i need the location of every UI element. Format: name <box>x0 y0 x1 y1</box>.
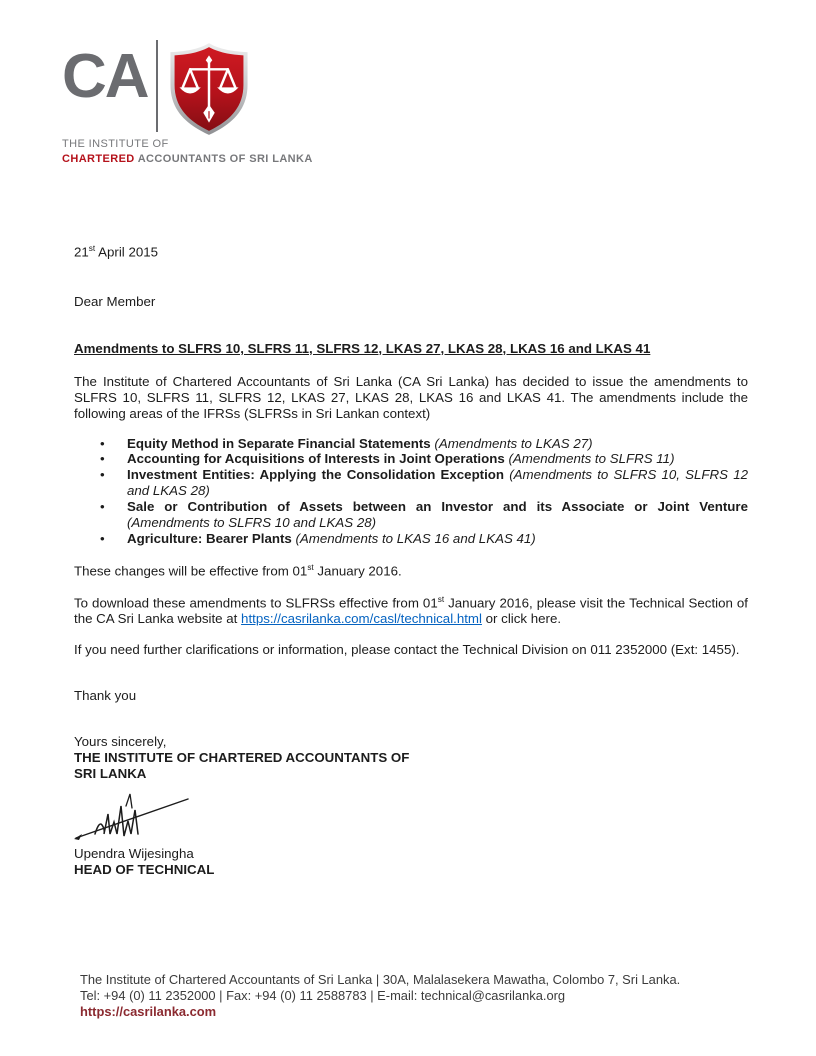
bullet-reference: (Amendments to SLFRS 10, SLFRS 12 and LKAS 28) <box>127 467 748 499</box>
logo-text-line2 <box>62 153 748 166</box>
signer-title: HEAD OF TECHNICAL <box>74 861 215 877</box>
date-ordinal: st <box>88 244 96 254</box>
list-item <box>100 467 748 499</box>
list-item <box>100 499 748 531</box>
list-item <box>100 531 748 547</box>
salutation: Dear Member <box>74 293 156 309</box>
logo-text-chartered: CHARTERED <box>62 153 135 166</box>
amendments-list <box>74 436 748 548</box>
ca-sri-lanka-logo <box>62 40 748 166</box>
org-name-line1: THE INSTITUTE OF CHARTERED ACCOUNTANTS OF <box>74 749 410 765</box>
download-ordinal: st <box>437 594 445 604</box>
bullet-reference: (Amendments to SLFRS 11) <box>508 451 675 467</box>
bullet-title: Sale or Contribution of Assets between an Investor and its Associate or Joint Venture <box>127 499 748 515</box>
thank-you: Thank you <box>74 687 137 703</box>
technical-section-link[interactable]: https://casrilanka.com/casl/technical.html <box>241 610 482 626</box>
bullet-title: Investment Entities: Applying the Consolidation Exception <box>127 467 505 483</box>
footer-website-link[interactable]: https://casrilanka.com <box>80 1004 217 1020</box>
letter-body <box>74 244 748 877</box>
subject-line <box>74 341 748 357</box>
scales-shield-icon <box>168 42 250 136</box>
signer-name: Upendra Wijesingha <box>74 845 194 861</box>
footer-contact-line: Tel: +94 (0) 11 2352000 | Fax: +94 (0) 11 2588783 | E-mail: technical@casrilanka.org <box>80 987 566 1003</box>
subject-text: Amendments to SLFRS 10, SLFRS 11, SLFRS 12, LKAS 27, LKAS 28, LKAS 16 and LKAS 41 <box>74 340 651 356</box>
logo-text-accountants: ACCOUNTANTS OF SRI LANKA <box>134 153 313 166</box>
list-item <box>100 451 748 467</box>
logo-text-line1: THE INSTITUTE OF <box>62 138 169 150</box>
effective-date-paragraph <box>74 563 748 579</box>
list-item <box>100 436 748 452</box>
footer-address-line: The Institute of Chartered Accountants of Sri Lanka | 30A, Malalasekera Mawatha, Colombo 7, Sri Lanka. <box>80 971 681 987</box>
bullet-title: Equity Method in Separate Financial Statements <box>127 435 431 451</box>
logo-divider-bar <box>156 40 158 132</box>
letter-footer <box>80 972 756 1020</box>
logo-ca-letters: CA <box>62 42 148 111</box>
bullet-reference: (Amendments to LKAS 27) <box>434 435 593 451</box>
signature-scribble <box>68 786 196 844</box>
download-mid: January 2016, please visit the Technical Section of the CA Sri Lanka website at <box>74 594 748 626</box>
effective-pre: These changes will be effective from 01 <box>74 563 308 579</box>
closing: Yours sincerely, <box>74 733 167 749</box>
bullet-reference: (Amendments to SLFRS 10 and LKAS 28) <box>127 515 377 531</box>
download-post: or click here. <box>481 610 562 626</box>
contact-paragraph: If you need further clarifications or information, please contact the Technical Division on 011 2352000 (Ext: 1455). <box>74 641 740 657</box>
download-paragraph <box>74 595 748 627</box>
effective-ordinal: st <box>307 563 314 573</box>
letter-date <box>74 244 748 260</box>
org-name-line2: SRI LANKA <box>74 765 147 781</box>
bullet-title: Accounting for Acquisitions of Interests in Joint Operations <box>127 451 505 467</box>
date-day: 21 <box>74 244 89 260</box>
intro-paragraph: The Institute of Chartered Accountants of Sri Lanka (CA Sri Lanka) has decided to issue the amendments to SLFRS 10, SLFRS 11, SLFRS 12, LKAS 27, LKAS 28, LKAS 16 and LKAS 41. The amendments include the following areas of the IFRSs (SLFRSs in Sri Lankan context) <box>74 373 748 421</box>
bullet-reference: (Amendments to LKAS 16 and LKAS 41) <box>295 531 536 547</box>
date-rest: April 2015 <box>95 244 159 260</box>
effective-post: January 2016. <box>313 563 402 579</box>
bullet-title: Agriculture: Bearer Plants <box>127 531 292 547</box>
download-pre: To download these amendments to SLFRSs effective from 01 <box>74 594 438 610</box>
